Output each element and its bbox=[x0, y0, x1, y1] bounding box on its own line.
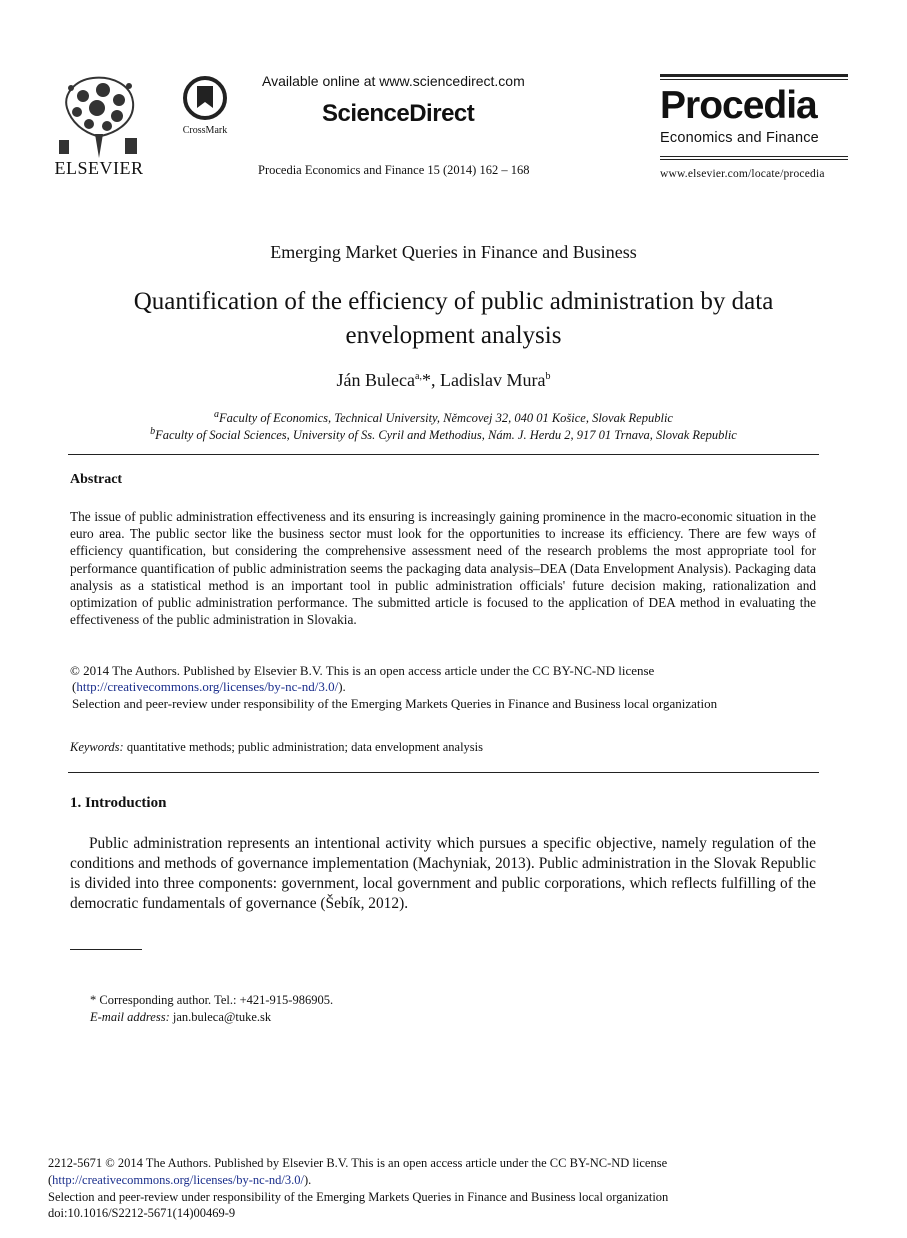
footer-license-link[interactable]: http://creativecommons.org/licenses/by-nc-nd/3.0/ bbox=[52, 1172, 304, 1187]
elsevier-wordmark: ELSEVIER bbox=[54, 158, 144, 178]
procedia-bottom-rule-thin bbox=[660, 159, 848, 160]
copyright-line: © 2014 The Authors. Published by Elsevier B.V. This is an open access article under the CC BY-NC-ND license bbox=[70, 663, 655, 678]
keywords-label: Keywords: bbox=[70, 740, 124, 754]
sciencedirect-brand: ScienceDirect bbox=[322, 100, 475, 127]
crossmark-badge[interactable] bbox=[176, 76, 234, 134]
journal-reference: Procedia Economics and Finance 15 (2014) 162 – 168 bbox=[258, 163, 530, 177]
procedia-top-rule bbox=[660, 74, 848, 77]
abstract-bottom-rule bbox=[68, 772, 819, 773]
paper-title bbox=[60, 285, 847, 353]
available-online-text: Available online at www.sciencedirect.com bbox=[262, 73, 525, 89]
author-separator: , bbox=[430, 370, 440, 390]
license-open-paren: ( bbox=[72, 679, 77, 694]
affiliation-b-text: Faculty of Social Sciences, University of Ss. Cyril and Methodius, Nám. J. Herdu 2, 917 01 Trnava, Slovak Republic bbox=[155, 428, 737, 442]
license-close-paren: ). bbox=[338, 679, 346, 694]
peer-review-statement: Selection and peer-review under responsibility of the Emerging Markets Queries in Finance and Business local organization bbox=[72, 696, 718, 711]
email-address[interactable]: jan.buleca@tuke.sk bbox=[172, 1010, 272, 1024]
affiliation-b bbox=[0, 425, 887, 443]
paper-title-line-2: envelopment analysis bbox=[345, 322, 562, 349]
elsevier-tree-icon bbox=[53, 74, 145, 158]
procedia-bottom-rule bbox=[660, 156, 848, 157]
footer-issn-line: 2212-5671 © 2014 The Authors. Published by Elsevier B.V. This is an open access article under the CC BY-NC-ND license bbox=[48, 1156, 668, 1170]
introduction-paragraph: Public administration represents an intentional activity which pursues a specific objective, namely regulation of the conditions and methods of governance implementation (Machyniak, 2013). Public administration in the Slovak Republic is divided into three components: government, local government and public corporations, which reflects fulfilling of the democratic fundamentals of governance (Šebík, 2012). bbox=[70, 835, 816, 912]
conference-name: Emerging Market Queries in Finance and Business bbox=[270, 242, 637, 262]
procedia-journal-block bbox=[660, 74, 848, 180]
footer-peer-review: Selection and peer-review under responsibility of the Emerging Markets Queries in Finance and Business local organization bbox=[48, 1189, 669, 1204]
abstract-heading: Abstract bbox=[70, 472, 123, 487]
footnote-rule bbox=[70, 949, 142, 950]
footer-doi[interactable]: doi:10.1016/S2212-5671(14)00469-9 bbox=[48, 1206, 236, 1221]
section-heading-introduction: 1. Introduction bbox=[70, 795, 167, 811]
footer-close-paren: ). bbox=[303, 1172, 312, 1187]
license-link-line bbox=[72, 679, 346, 695]
affiliation-a-text: Faculty of Economics, Technical University, Němcovej 32, 040 01 Košice, Slovak Republic bbox=[219, 411, 673, 425]
procedia-url[interactable]: www.elsevier.com/locate/procedia bbox=[660, 168, 825, 180]
footer-open-paren: ( bbox=[48, 1172, 53, 1187]
crossmark-icon bbox=[183, 76, 227, 120]
author-1-affiliation: a, bbox=[415, 371, 422, 382]
footnote-email bbox=[90, 1010, 271, 1025]
footer-license-line bbox=[48, 1172, 868, 1189]
abstract-top-rule bbox=[68, 454, 819, 455]
procedia-top-rule-thin bbox=[660, 79, 848, 80]
footnote-corresponding-author: * Corresponding author. Tel.: +421-915-986905. bbox=[90, 993, 334, 1007]
procedia-subtitle: Economics and Finance bbox=[660, 130, 819, 146]
author-2-affiliation: b bbox=[545, 371, 551, 382]
author-1: Ján Buleca bbox=[336, 370, 416, 390]
affiliation-a-mark: a bbox=[214, 408, 220, 420]
license-link[interactable]: http://creativecommons.org/licenses/by-nc-nd/3.0/ bbox=[76, 679, 339, 694]
abstract-body: The issue of public administration effectiveness and its ensuring is increasingly gaining prominence in the macro-economic situation in the euro area. The public sector like the business sector must look for the opportunities to increase its efficiency. There are few ways of efficiency quantification, but considering the comprehensive assessment need of the research problems the most appropriate tool for performance quantification of public administration seems the packaging data analysis–DEA (Data Envelopment Analysis). Packaging data analysis as a statistical method is an important tool in public administration officials' future decision making, rationalization and optimization of public administration performance. The submitted article is focused to the application of DEA method in evaluating the effectiveness of the public administration in Slovakia. bbox=[70, 509, 816, 628]
page-footer bbox=[48, 1155, 868, 1222]
keywords bbox=[70, 740, 483, 755]
elsevier-logo bbox=[50, 74, 148, 176]
keywords-values: quantitative methods; public administration; data envelopment analysis bbox=[126, 740, 483, 754]
affiliation-a bbox=[0, 408, 887, 426]
paper-title-line-1: Quantification of the efficiency of public administration by data bbox=[133, 288, 774, 315]
procedia-title: Procedia bbox=[660, 84, 817, 127]
affiliation-b-mark: b bbox=[150, 425, 156, 437]
corresponding-mark: * bbox=[421, 370, 431, 390]
email-label: E-mail address: bbox=[90, 1010, 170, 1024]
crossmark-label: CrossMark bbox=[182, 125, 228, 136]
author-list bbox=[0, 370, 887, 391]
author-2: Ladislav Mura bbox=[439, 370, 546, 390]
